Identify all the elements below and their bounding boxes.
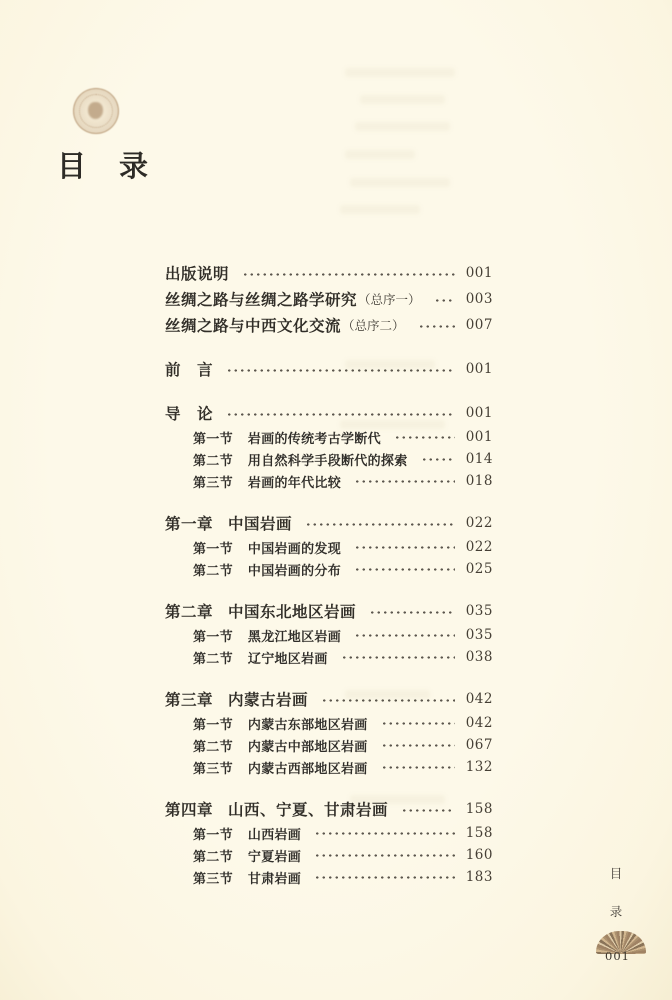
toc-entry-page: 158 [465,825,493,841]
toc-entry-title: 中国东北地区岩画 [228,602,357,621]
toc-entry-number: 第一节 [193,717,233,733]
dot-leader [352,558,455,580]
toc-entry-page: 003 [465,291,493,307]
toc-entry-page: 001 [465,405,493,421]
toc-entry-title: 山西、宁夏、甘肃岩画 [228,800,389,819]
dot-leader [352,536,455,558]
side-margin-char: 目 [609,866,623,881]
toc-entry-page: 001 [465,361,493,377]
dot-leader [312,866,455,888]
dot-leader [319,686,455,712]
toc-entry [165,400,493,426]
toc-entry-page: 158 [465,801,493,817]
toc-entry-title: 丝绸之路与丝绸之路学研究 [165,290,358,309]
toc-entry-title: 中国岩画 [228,514,293,533]
toc-entry-page: 035 [465,627,493,643]
toc-entry-number: 第一章 [165,514,214,533]
toc-entry-page: 067 [465,737,493,753]
toc-entry-number: 第三章 [165,690,214,709]
toc-entry-title: 内蒙古西部地区岩画 [247,761,368,777]
toc-entry [165,598,493,624]
toc-entry [165,686,493,712]
dot-leader [399,796,455,822]
dot-leader [312,844,455,866]
toc-entry [165,470,493,492]
toc-entry [165,286,493,312]
toc-entry-number: 第二节 [193,739,233,755]
toc-group [165,510,493,580]
side-margin-label [608,864,624,920]
dot-leader [303,510,455,536]
toc-entry-page: 183 [465,869,493,885]
toc-entry-number: 第二章 [165,602,214,621]
dot-leader [419,448,455,470]
toc-group [165,400,493,492]
toc-entry-title: 用自然科学手段断代的探索 [247,453,408,469]
toc-entry [165,356,493,382]
toc-entry [165,536,493,558]
dot-leader [379,756,455,778]
toc-entry-page: 022 [465,539,493,555]
dot-leader [432,286,455,312]
dot-leader [379,734,455,756]
toc-entry-page: 025 [465,561,493,577]
toc-entry-title: 导 论 [165,404,214,423]
toc-entry-number: 第一节 [193,541,233,557]
toc-entry-note: （总序一） [358,292,421,307]
dot-leader [392,426,455,448]
folio-page-number: 001 [605,949,630,963]
toc-entry [165,624,493,646]
toc-entry-number: 第三节 [193,871,233,887]
toc-entry [165,260,493,286]
toc-group [165,260,493,338]
toc-group [165,686,493,778]
toc-entry-title: 甘肃岩画 [247,871,302,887]
dot-leader [352,624,455,646]
dot-leader [240,260,455,286]
toc-entry-page: 042 [465,715,493,731]
toc-entry-number: 第四章 [165,800,214,819]
toc-entry-title: 岩画的传统考古学断代 [247,431,381,447]
toc-entry [165,426,493,448]
toc-entry [165,510,493,536]
toc-entry-title: 内蒙古东部地区岩画 [247,717,368,733]
toc-group [165,356,493,382]
toc-entry-number: 第三节 [193,761,233,777]
toc-entry-title: 丝绸之路与中西文化交流 [165,316,342,335]
dot-leader [416,312,455,338]
toc-entry-title: 出版说明 [165,264,230,283]
toc-entry-page: 001 [465,265,493,281]
toc-entry-page: 001 [465,429,493,445]
dot-leader [312,822,455,844]
toc [165,260,493,888]
library-seal-icon [73,88,119,134]
toc-entry-title: 内蒙古中部地区岩画 [247,739,368,755]
toc-entry-title: 山西岩画 [247,827,302,843]
dot-leader [367,598,455,624]
dot-leader [379,712,455,734]
toc-entry [165,448,493,470]
toc-entry-number: 第二节 [193,651,233,667]
toc-entry-title: 中国岩画的分布 [247,563,342,579]
toc-entry [165,312,493,338]
toc-entry-page: 007 [465,317,493,333]
toc-entry [165,734,493,756]
toc-entry-page: 022 [465,515,493,531]
toc-entry-title: 前 言 [165,360,214,379]
toc-entry [165,646,493,668]
toc-entry-note: （总序二） [342,318,405,333]
side-margin-char: 录 [609,904,623,919]
toc-entry [165,558,493,580]
toc-entry-number: 第一节 [193,431,233,447]
toc-entry [165,756,493,778]
toc-entry-page: 038 [465,649,493,665]
toc-entry [165,822,493,844]
toc-entry-page: 018 [465,473,493,489]
toc-entry-number: 第二节 [193,563,233,579]
toc-entry [165,844,493,866]
toc-entry-number: 第一节 [193,629,233,645]
dot-leader [352,470,455,492]
toc-entry-number: 第二节 [193,849,233,865]
toc-entry [165,866,493,888]
toc-group [165,598,493,668]
toc-entry-number: 第一节 [193,827,233,843]
toc-entry [165,712,493,734]
toc-entry-title: 辽宁地区岩画 [247,651,328,667]
toc-entry-page: 014 [465,451,493,467]
dot-leader [339,646,455,668]
toc-entry-number: 第三节 [193,475,233,491]
toc-entry [165,796,493,822]
toc-entry-title: 内蒙古岩画 [228,690,309,709]
toc-entry-title: 中国岩画的发现 [247,541,342,557]
toc-group [165,796,493,888]
toc-entry-title: 黑龙江地区岩画 [247,629,342,645]
toc-entry-page: 035 [465,603,493,619]
toc-entry-title: 宁夏岩画 [247,849,302,865]
toc-entry-title: 岩画的年代比较 [247,475,342,491]
dot-leader [224,356,455,382]
dot-leader [224,400,455,426]
toc-entry-page: 132 [465,759,493,775]
toc-entry-page: 042 [465,691,493,707]
toc-entry-page: 160 [465,847,493,863]
page-title: 目 录 [57,149,151,183]
toc-entry-number: 第二节 [193,453,233,469]
